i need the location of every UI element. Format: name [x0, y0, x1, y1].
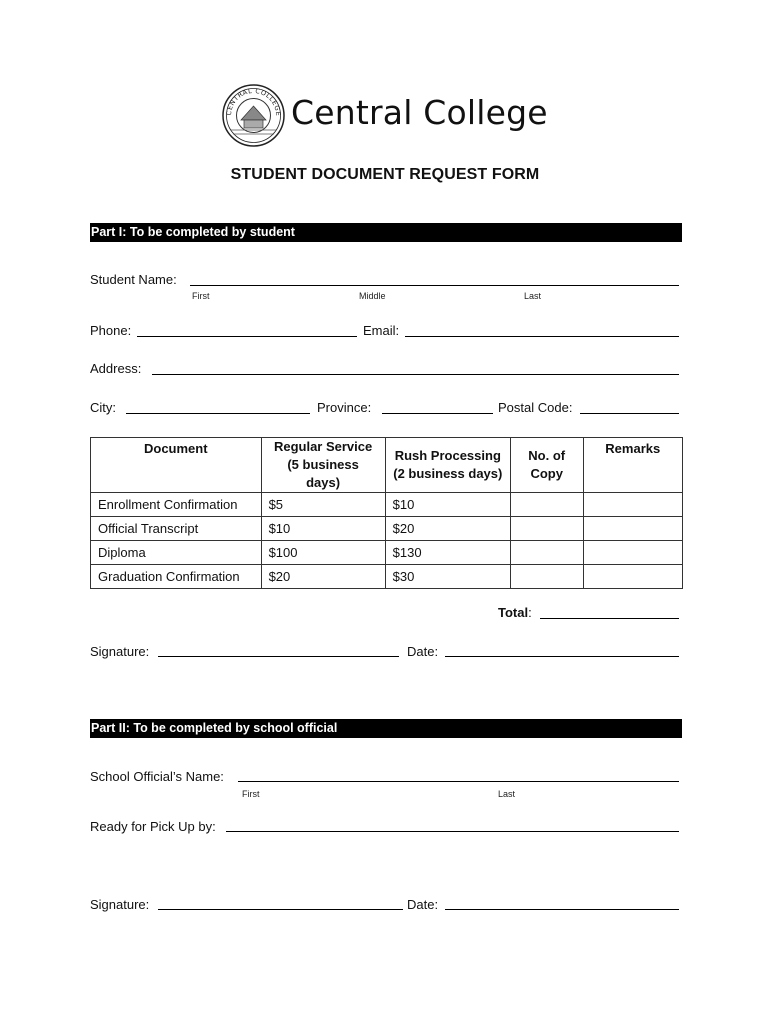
header-number-of-copies: No. of Copy	[510, 438, 583, 493]
email-label: Email:	[363, 323, 400, 338]
student-name-label: Student Name:	[90, 272, 177, 287]
postal-code-field[interactable]	[580, 413, 679, 414]
header-rush-processing: Rush Processing (2 business days)	[385, 438, 510, 493]
official-first-caption: First	[242, 789, 260, 799]
svg-text:CENTRAL COLLEGE: CENTRAL COLLEGE	[224, 86, 283, 117]
document-fee-table	[90, 437, 683, 589]
rush-fee-cell: $10	[385, 493, 510, 517]
document-cell: Enrollment Confirmation	[91, 493, 262, 517]
rush-fee-cell: $30	[385, 565, 510, 589]
student-name-field[interactable]	[190, 285, 679, 286]
province-label: Province:	[317, 400, 372, 415]
college-name: Central College	[291, 93, 548, 132]
regular-fee-cell: $20	[261, 565, 385, 589]
table-row	[91, 493, 683, 517]
header-document: Document	[91, 438, 262, 493]
student-last-caption: Last	[524, 291, 542, 301]
student-date-label: Date:	[407, 644, 439, 659]
province-field[interactable]	[382, 413, 493, 414]
student-signature-label: Signature:	[90, 644, 150, 659]
remarks-cell[interactable]	[583, 541, 683, 565]
table-header-row	[91, 438, 683, 493]
official-date-field[interactable]	[445, 909, 679, 910]
regular-fee-cell: $10	[261, 517, 385, 541]
student-signature-field[interactable]	[158, 656, 399, 657]
email-field[interactable]	[405, 336, 679, 337]
document-cell: Official Transcript	[91, 517, 262, 541]
city-label: City:	[90, 400, 116, 415]
copies-cell[interactable]	[510, 517, 583, 541]
regular-fee-cell: $100	[261, 541, 385, 565]
official-last-caption: Last	[498, 789, 516, 799]
copies-cell[interactable]	[510, 493, 583, 517]
student-date-field[interactable]	[445, 656, 679, 657]
document-cell: Graduation Confirmation	[91, 565, 262, 589]
remarks-cell[interactable]	[583, 493, 683, 517]
student-first-caption: First	[192, 291, 210, 301]
regular-fee-cell: $5	[261, 493, 385, 517]
rush-fee-cell: $130	[385, 541, 510, 565]
official-name-field[interactable]	[238, 781, 679, 782]
postal-code-label: Postal Code:	[498, 400, 573, 415]
header-remarks: Remarks	[583, 438, 683, 493]
pickup-label: Ready for Pick Up by:	[90, 819, 216, 834]
phone-label: Phone:	[90, 323, 132, 338]
total-label: Total:	[498, 605, 532, 620]
copies-cell[interactable]	[510, 565, 583, 589]
address-label: Address:	[90, 361, 142, 376]
part1-heading: Part I: To be completed by student	[90, 223, 682, 242]
official-signature-label: Signature:	[90, 897, 150, 912]
table-row	[91, 565, 683, 589]
remarks-cell[interactable]	[583, 517, 683, 541]
official-date-label: Date:	[407, 897, 439, 912]
copies-cell[interactable]	[510, 541, 583, 565]
table-row	[91, 541, 683, 565]
form-title: STUDENT DOCUMENT REQUEST FORM	[230, 166, 540, 183]
phone-field[interactable]	[137, 336, 357, 337]
part2-heading: Part II: To be completed by school official	[90, 719, 682, 738]
city-field[interactable]	[126, 413, 310, 414]
document-cell: Diploma	[91, 541, 262, 565]
official-name-label: School Official’s Name:	[90, 769, 224, 784]
header-regular-service: Regular Service (5 business days)	[261, 438, 385, 493]
official-signature-field[interactable]	[158, 909, 403, 910]
student-middle-caption: Middle	[359, 291, 386, 301]
table-row	[91, 517, 683, 541]
total-field[interactable]	[540, 618, 679, 619]
remarks-cell[interactable]	[583, 565, 683, 589]
rush-fee-cell: $20	[385, 517, 510, 541]
college-seal-icon	[222, 84, 285, 147]
pickup-field[interactable]	[226, 831, 679, 832]
address-field[interactable]	[152, 374, 679, 375]
